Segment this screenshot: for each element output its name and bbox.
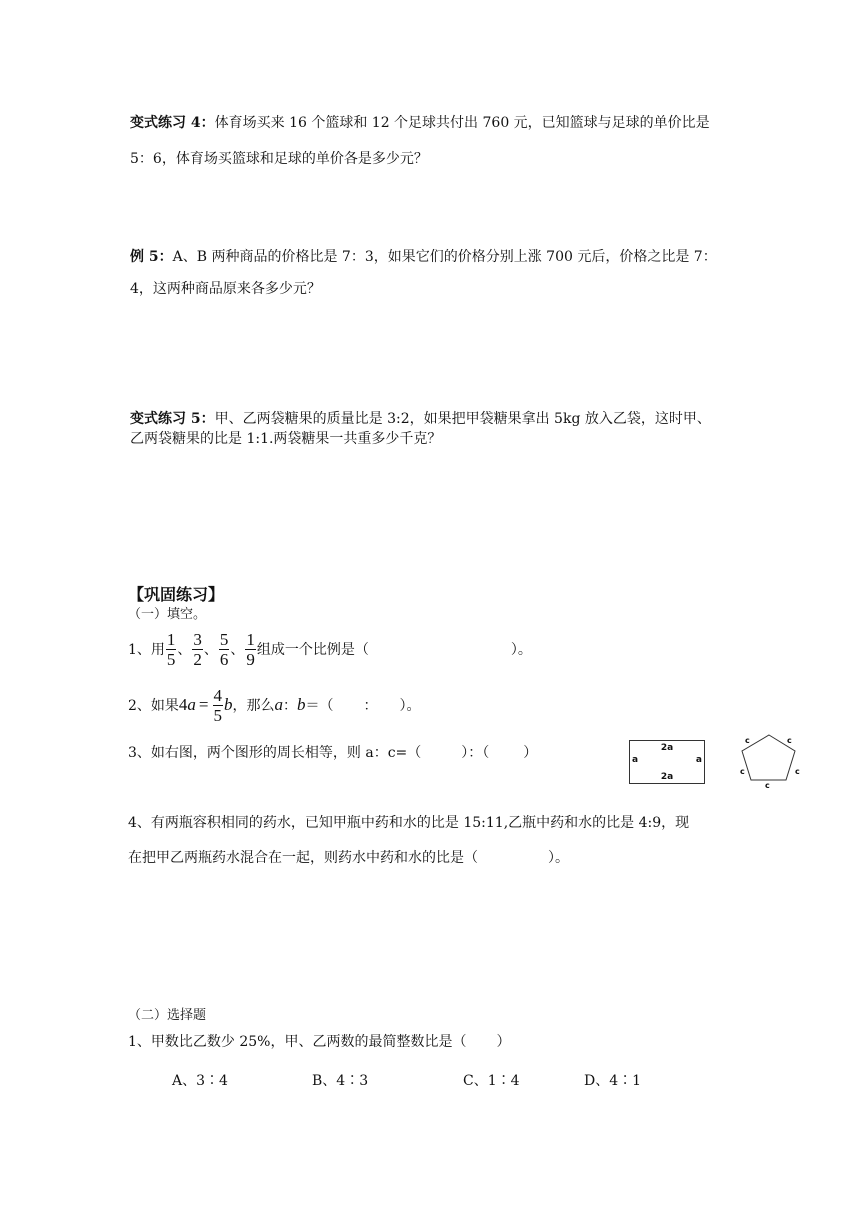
question-1 <box>128 627 532 671</box>
exercise-5-text1: 甲、乙两袋糖果的质量比是 3:2，如果把甲袋糖果拿出 5kg 放入乙袋，这时甲、 <box>214 411 711 427</box>
q3-close: ） <box>523 745 538 761</box>
c1-question: 1、甲数比乙数少 25%，甲、乙两数的最简整数比是（ <box>128 1034 467 1050</box>
rect-label-top: 2a <box>660 743 674 753</box>
rect-label-bottom: 2a <box>660 772 674 782</box>
c1-close: ） <box>496 1034 511 1050</box>
q2-close: ）。 <box>399 698 421 714</box>
q2-a: a <box>274 695 284 714</box>
part-2-heading: （二）选择题 <box>128 1008 207 1023</box>
q1-suffix: 组成一个比例是（ <box>256 642 369 658</box>
exercise-5-line1 <box>130 408 711 428</box>
option-c[interactable]: C、1∶4 <box>463 1073 520 1089</box>
exercise-4-label: 变式练习 4： <box>130 115 215 131</box>
pentagon-label-left: c <box>740 767 745 776</box>
q1-sep-1: 、 <box>177 642 192 658</box>
q1-sep-2: 、 <box>203 642 218 658</box>
q2-mid: ，那么 <box>232 698 275 714</box>
exercise-4-text1: 体育场买来 16 个篮球和 12 个足球共付出 760 元，已知篮球与足球的单价比是 <box>214 115 710 131</box>
exercise-5-line2: 乙两袋糖果的比是 1:1.两袋糖果一共重多少千克？ <box>130 431 442 447</box>
example-5-text1: A、B 两种商品的价格比是 7：3，如果它们的价格分别上涨 700 元后，价格之比是 7： <box>172 249 717 265</box>
q2-tail: ＝（ <box>305 698 334 714</box>
q2-coef: 4 <box>178 695 188 714</box>
q2-var-b: b <box>224 695 233 714</box>
pentagon-label-right: c <box>795 767 800 776</box>
choice-question-1 <box>128 1031 510 1051</box>
question-4-line1: 4、有两瓶容积相同的药水，已知甲瓶中药和水的比是 15:11,乙瓶中药和水的比是 4:9，现 <box>128 815 690 831</box>
pentagon-label-upper-right: c <box>787 736 792 745</box>
q3-mid: ）：（ <box>461 745 490 761</box>
fraction-3: $\frac{5}{6}$ <box>219 629 229 669</box>
rect-label-left: a <box>632 755 639 765</box>
q4-text: 在把甲乙两瓶药水混合在一起，则药水中药和水的比是（ <box>128 850 478 866</box>
q2-eq: = <box>198 695 209 714</box>
q4-close: ）。 <box>548 850 569 866</box>
exercise-4-line2: 5：6，体育场买篮球和足球的单价各是多少元？ <box>130 151 428 167</box>
q2-inner-colon: ： <box>363 698 378 714</box>
consolidation-title: 【巩固练习】 <box>128 585 225 604</box>
q2-b: b <box>297 695 306 714</box>
q2-fraction: $\frac{4}{5}$ <box>213 685 223 725</box>
option-a[interactable]: A、3∶4 <box>172 1073 228 1089</box>
exercise-4-line1 <box>130 112 710 132</box>
rectangle-figure <box>629 740 705 784</box>
example-5-line2: 4，这两种商品原来各多少元？ <box>130 281 321 297</box>
fraction-1: $\frac{1}{5}$ <box>166 629 176 669</box>
exercise-5-label: 变式练习 5： <box>130 411 215 427</box>
q2-var-a: a <box>187 695 196 714</box>
q1-prefix: 1、用 <box>128 642 165 658</box>
question-3 <box>128 742 537 762</box>
part-1-heading: （一）填空。 <box>128 607 207 622</box>
question-2 <box>128 683 421 727</box>
example-5-label: 例 5： <box>130 249 173 265</box>
q3-text: 3、如右图，两个图形的周长相等，则 a：c=（ <box>128 745 422 761</box>
q1-close: ）。 <box>510 642 532 658</box>
fraction-4: $\frac{1}{9}$ <box>246 629 255 669</box>
option-d[interactable]: D、4∶1 <box>584 1073 642 1089</box>
example-5-line1 <box>130 246 717 266</box>
pentagon-label-bottom: c <box>765 781 770 790</box>
fraction-2: $\frac{3}{2}$ <box>193 629 202 669</box>
pentagon-label-upper-left: c <box>745 736 750 745</box>
q2-colon: ： <box>283 698 298 714</box>
pentagon-figure <box>735 728 813 790</box>
rect-label-right: a <box>695 755 702 765</box>
option-b[interactable]: B、4∶3 <box>312 1073 369 1089</box>
question-4-line2 <box>128 847 569 867</box>
q2-prefix: 2、如果 <box>128 698 179 714</box>
q1-sep-3: 、 <box>230 642 245 658</box>
